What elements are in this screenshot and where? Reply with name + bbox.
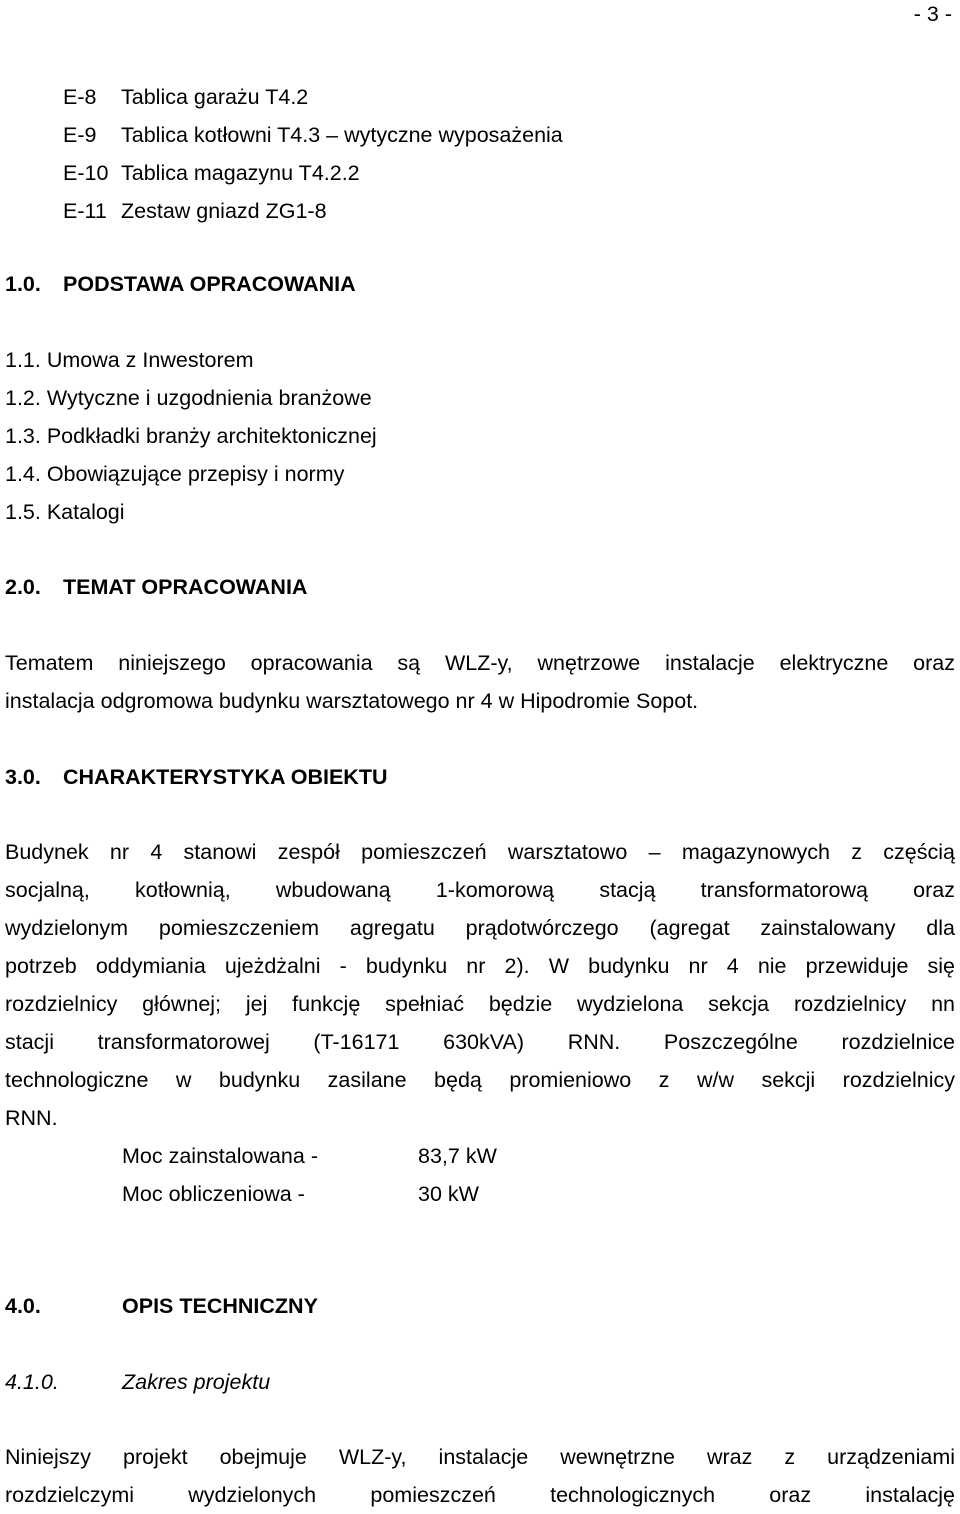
paragraph-line: wydzielonym pomieszczeniem agregatu prądotwórczego (agregat zainstalowany dla <box>5 916 955 940</box>
power-row <box>122 1175 497 1213</box>
list-item <box>63 116 563 154</box>
paragraph-line: Niniejszy projekt obejmuje WLZ-y, instalacje wewnętrzne wraz z urządzeniami <box>5 1445 955 1469</box>
section-title: CHARAKTERYSTYKA OBIEKTU <box>63 765 388 789</box>
list-item: 1.4. Obowiązujące przepisy i normy <box>5 462 345 486</box>
section-2-heading <box>5 568 307 606</box>
paragraph-line: instalacja odgromowa budynku warsztatowego nr 4 w Hipodromie Sopot. <box>5 689 699 713</box>
page-number: - 3 - <box>913 2 952 26</box>
section-2-paragraph <box>5 644 955 720</box>
section-number: 3.0. <box>5 765 41 789</box>
power-label: Moc obliczeniowa - <box>122 1182 305 1206</box>
list-item: 1.1. Umowa z Inwestorem <box>5 348 254 372</box>
section-number: 4.0. <box>5 1294 41 1318</box>
power-value: 30 kW <box>418 1182 479 1206</box>
list-item: 1.2. Wytyczne i uzgodnienia branżowe <box>5 386 372 410</box>
section-number: 4.1.0. <box>5 1370 59 1394</box>
list-item: 1.5. Katalogi <box>5 500 125 524</box>
power-table <box>122 1137 497 1213</box>
power-value: 83,7 kW <box>418 1144 497 1168</box>
section-4-1-paragraph <box>5 1438 955 1514</box>
list-item <box>63 154 563 192</box>
section-title: OPIS TECHNICZNY <box>122 1294 318 1318</box>
paragraph-line: technologiczne w budynku zasilane będą promieniowo z w/w sekcji rozdzielnicy <box>5 1068 955 1092</box>
power-label: Moc zainstalowana - <box>122 1144 318 1168</box>
attachment-text: Tablica kotłowni T4.3 – wytyczne wyposażenia <box>121 123 563 147</box>
attachment-code: E-10 <box>63 161 109 185</box>
attachment-code: E-11 <box>63 199 107 223</box>
paragraph-line: potrzeb oddymiania ujeżdżalni - budynku nr 2). W budynku nr 4 nie przewiduje się <box>5 954 955 978</box>
section-3-paragraph <box>5 833 955 1137</box>
attachment-text: Tablica garażu T4.2 <box>121 85 309 109</box>
section-title: Zakres projektu <box>122 1370 271 1394</box>
paragraph-line: stacji transformatorowej (T-16171 630kVA) RNN. Poszczególne rozdzielnice <box>5 1030 955 1054</box>
section-title: TEMAT OPRACOWANIA <box>63 575 308 599</box>
power-row <box>122 1137 497 1175</box>
list-item <box>63 192 563 230</box>
attachment-text: Zestaw gniazd ZG1-8 <box>121 199 327 223</box>
section-3-heading <box>5 758 388 796</box>
paragraph-line: rozdzielczymi wydzielonych pomieszczeń technologicznych oraz instalację <box>5 1483 955 1507</box>
attachment-code: E-8 <box>63 85 97 109</box>
paragraph-line: rozdzielnicy głównej; jej funkcję spełniać będzie wydzielona sekcja rozdzielnicy nn <box>5 992 955 1016</box>
attachment-code: E-9 <box>63 123 97 147</box>
attachments-list <box>63 78 563 230</box>
section-1-heading <box>5 265 356 303</box>
list-item: 1.3. Podkładki branży architektonicznej <box>5 424 377 448</box>
attachment-text: Tablica magazynu T4.2.2 <box>121 161 360 185</box>
paragraph-line: socjalną, kotłownią, wbudowaną 1-komorową stacją transformatorową oraz <box>5 878 955 902</box>
basis-list <box>5 341 377 531</box>
section-number: 1.0. <box>5 272 41 296</box>
section-number: 2.0. <box>5 575 41 599</box>
section-title: PODSTAWA OPRACOWANIA <box>63 272 356 296</box>
list-item <box>63 78 563 116</box>
section-4-heading <box>5 1287 318 1325</box>
paragraph-line: Tematem niniejszego opracowania są WLZ-y, wnętrzowe instalacje elektryczne oraz <box>5 651 955 675</box>
section-4-1-heading <box>5 1363 270 1401</box>
paragraph-line: Budynek nr 4 stanowi zespół pomieszczeń warsztatowo – magazynowych z częścią <box>5 840 955 864</box>
paragraph-line: RNN. <box>5 1106 58 1130</box>
